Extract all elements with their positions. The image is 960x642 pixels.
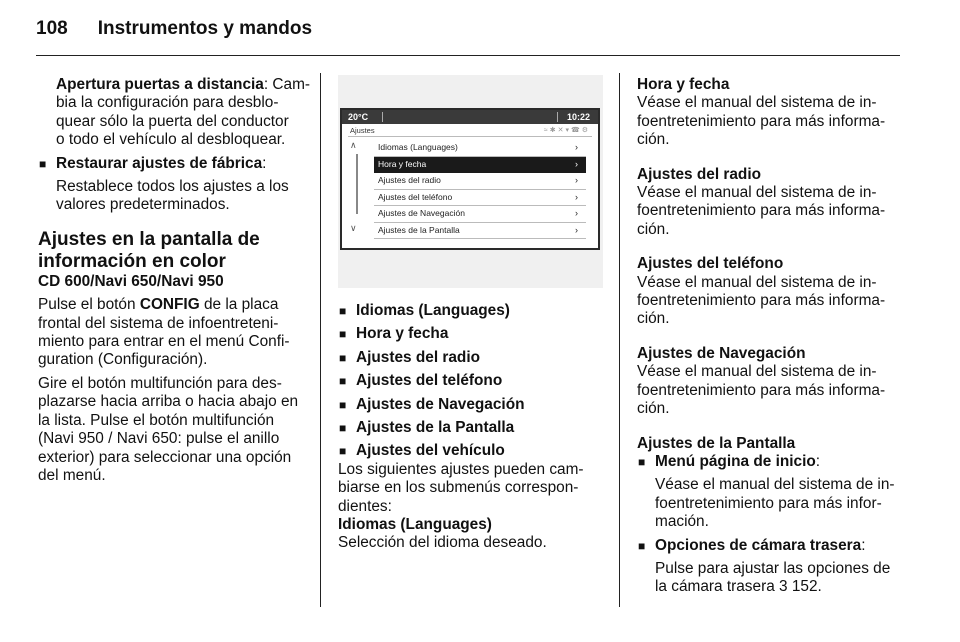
restaurar-bullet: ■ Restaurar ajustes de fábrica: Restablece todos los ajustes a los valores predeterminados. (38, 155, 313, 215)
apertura-term: Apertura puertas a distancia (56, 76, 264, 93)
page-reference-link[interactable]: 152. (787, 578, 822, 596)
screen-title-rule (348, 136, 592, 137)
chevron-right-icon: › (575, 142, 578, 152)
settings-list-item: ■ Ajustes del teléfono (338, 372, 608, 390)
screen-scrollbar (350, 140, 362, 232)
status-icons (544, 126, 590, 134)
screen-menu-item: Idiomas (Languages) › (374, 140, 586, 157)
settings-list-item: ■ Idiomas (Languages) (338, 302, 608, 320)
screen-menu-item: Ajustes del radio › (374, 173, 586, 190)
clock-readout: 10:22 (566, 112, 590, 122)
column-1 (38, 76, 313, 485)
chevron-right-icon: › (575, 175, 578, 185)
radio-section: Ajustes del radio Véase el manual del sistema de in- foentretenimiento para más informa- ción. (637, 165, 886, 238)
apertura-paragraph: Apertura puertas a distancia: Cam- bia la configuración para desblo- quear sólo la puerta del conductor o todo el vehículo al desbloquear. (56, 76, 311, 149)
settings-list-item: ■ Ajustes de la Pantalla (338, 419, 608, 437)
menu-inicio-bullet: ■ Menú página de inicio: Véase el manual del sistema de in- foentretenimiento para más infor- mación. (637, 453, 902, 532)
column-divider-left (320, 73, 321, 607)
temperature-readout: 20°C (348, 112, 369, 122)
status-separator (382, 112, 383, 122)
idiomas-text: Selección del idioma deseado. (338, 534, 547, 552)
bluetooth-icon: ✱ (549, 127, 558, 134)
settings-list-item: ■ Ajustes del vehículo (338, 442, 608, 460)
screen-menu-item-selected: Hora y fecha › (374, 157, 586, 174)
scroll-up-icon: ∧ (350, 140, 357, 150)
multifunction-paragraph: Gire el botón multifunción para des- plazarse hacia arriba o hacia abajo en la lista. Pulse el botón multifunción (Navi 950 / Navi 650: pulse el anillo exterior) para seleccionar una opción del menú. (38, 374, 299, 484)
status-separator (557, 112, 558, 122)
screen-status-bar (342, 110, 598, 124)
wifi-icon: ≈ (543, 127, 550, 134)
section-heading: Ajustes en la pantalla de información en color (38, 228, 260, 272)
chevron-right-icon: › (575, 224, 578, 235)
camara-trasera-bullet: ■ Opciones de cámara trasera: Pulse para ajustar las opciones de la cámara trasera 3 152. (637, 537, 902, 597)
settings-screen-illustration (340, 108, 600, 250)
screen-menu-item: Ajustes de Navegación › (374, 206, 586, 223)
page-header (36, 18, 312, 40)
chevron-right-icon: › (575, 208, 578, 218)
scroll-track (356, 154, 358, 214)
page-number: 108 (36, 18, 68, 39)
telefono-section: Ajustes del teléfono Véase el manual del sistema de in- foentretenimiento para más informa- ción. (637, 255, 886, 328)
navegacion-section: Ajustes de Navegación Véase el manual del sistema de in- foentretenimiento para más informa- ción. (637, 344, 886, 418)
screen-menu-item: Ajustes del teléfono › (374, 190, 586, 207)
mute-icon: ✕ (557, 127, 566, 134)
chevron-right-icon: › (575, 191, 578, 202)
phone-icon: ☎ (570, 127, 582, 134)
chevron-right-icon: › (575, 158, 578, 169)
screen-title: Ajustes (350, 126, 375, 135)
idiomas-heading: Idiomas (Languages) (338, 516, 492, 534)
hora-section: Hora y fecha Véase el manual del sistema de in- foentretenimiento para más informa- ción. (637, 76, 886, 149)
pantalla-heading: Ajustes de la Pantalla (637, 434, 796, 452)
column-3 (637, 76, 902, 597)
settings-list-item: ■ Ajustes del radio (338, 349, 608, 367)
column-divider-right (619, 73, 620, 607)
header-rule (36, 55, 900, 56)
column-2 (338, 302, 608, 553)
screen-menu-item: Ajustes de la Pantalla › (374, 223, 586, 240)
scroll-down-icon: ∨ (350, 223, 357, 233)
models-subheading: CD 600/Navi 650/Navi 950 (38, 272, 224, 290)
page-reference-icon: 3 (779, 578, 788, 596)
config-paragraph: Pulse el botón CONFIG de la placa frontal del sistema de infoentreteni- miento para entrar en el menú Confi- guration (Configuración). (38, 296, 290, 369)
screen-menu-list (374, 140, 586, 239)
submenus-paragraph: Los siguientes ajustes pueden cam- biarse en los submenús correspon- dientes: (338, 460, 584, 515)
page-title: Instrumentos y mandos (97, 18, 313, 39)
settings-list-item: ■ Hora y fecha (338, 325, 608, 343)
signal-icon: ▾ (565, 127, 571, 134)
settings-icon: ⚙ (581, 127, 590, 134)
pantalla-section (637, 435, 902, 597)
settings-list-item: ■ Ajustes de Navegación (338, 396, 608, 414)
